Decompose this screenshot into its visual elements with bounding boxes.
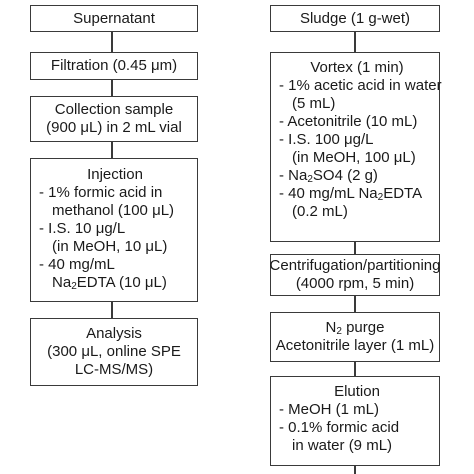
vortex-item-4 bbox=[279, 167, 435, 185]
purge-subline: Acetonitrile layer (1 mL) bbox=[275, 337, 435, 354]
sludge-box bbox=[270, 5, 440, 32]
purge-box bbox=[270, 312, 440, 362]
supernatant-box bbox=[30, 5, 198, 32]
analysis-line-3: LC-MS/MS) bbox=[74, 361, 154, 378]
edta-label: EDTA bbox=[383, 185, 423, 202]
edta-prefix: - 40 mg/mL Na bbox=[279, 185, 378, 202]
connector-collection-injection bbox=[111, 142, 113, 158]
subscript-2: 2 bbox=[71, 281, 77, 292]
analysis-line-2: (300 μL, online SPE bbox=[47, 343, 181, 360]
connector-injection-analysis bbox=[111, 302, 113, 318]
elution-box bbox=[270, 376, 440, 466]
vortex-box bbox=[270, 52, 440, 242]
collection-line-1: Collection sample bbox=[54, 101, 174, 118]
elution-item-2: - 0.1% formic acid bbox=[279, 419, 400, 436]
n-label: N bbox=[325, 319, 337, 336]
connector-elution-continue bbox=[354, 466, 356, 474]
connector-vortex-centrifugation bbox=[354, 242, 356, 254]
connector-sludge-vortex bbox=[354, 32, 356, 52]
vortex-item-2: - Acetonitrile (10 mL) bbox=[279, 113, 418, 130]
injection-item-3: - 40 mg/mL bbox=[39, 256, 115, 273]
connector-purge-elution bbox=[354, 362, 356, 376]
elution-item-1: - MeOH (1 mL) bbox=[279, 401, 380, 418]
collection-box bbox=[30, 96, 198, 142]
purge-title bbox=[326, 319, 385, 337]
centrifugation-line-1: Centrifugation/partitioning bbox=[269, 257, 441, 274]
injection-item-2: - I.S. 10 μg/L bbox=[39, 220, 126, 237]
vortex-item-5 bbox=[279, 185, 435, 203]
centrifugation-line-2: (4000 rpm, 5 min) bbox=[295, 275, 415, 292]
vortex-item-5-cont: (0.2 mL) bbox=[292, 203, 348, 220]
vortex-title: Vortex (1 min) bbox=[310, 59, 404, 76]
subscript-2: 2 bbox=[377, 192, 384, 203]
subscript-2: 2 bbox=[336, 326, 342, 337]
analysis-line-1: Analysis bbox=[86, 325, 142, 342]
connector-filtration-collection bbox=[111, 80, 113, 96]
analysis-box bbox=[30, 318, 198, 386]
subscript-2: 2 bbox=[307, 174, 313, 185]
supernatant-label: Supernatant bbox=[73, 9, 155, 27]
na-label: - Na bbox=[279, 167, 308, 184]
collection-line-2: (900 μL) in 2 mL vial bbox=[46, 119, 182, 136]
connector-supernatant-filtration bbox=[111, 32, 113, 52]
injection-title: Injection bbox=[87, 166, 143, 183]
vortex-item-1-cont: (5 mL) bbox=[292, 95, 336, 112]
centrifugation-box bbox=[270, 254, 440, 296]
vortex-item-3: - I.S. 100 μg/L bbox=[279, 131, 374, 148]
elution-item-2-cont: in water (9 mL) bbox=[292, 437, 393, 454]
vortex-item-1: - 1% acetic acid in water bbox=[279, 77, 442, 94]
injection-item-3-cont bbox=[39, 274, 191, 292]
connector-centrifugation-purge bbox=[354, 296, 356, 312]
filtration-box bbox=[30, 52, 198, 80]
injection-item-2-cont: (in MeOH, 10 μL) bbox=[52, 238, 168, 255]
na-label: Na bbox=[52, 274, 72, 291]
purge-label: purge bbox=[341, 319, 385, 336]
injection-item-1: - 1% formic acid in bbox=[39, 184, 163, 201]
vortex-item-3-cont: (in MeOH, 100 μL) bbox=[292, 149, 416, 166]
so4-label: SO4 (2 g) bbox=[312, 167, 378, 184]
filtration-label: Filtration (0.45 μm) bbox=[50, 57, 178, 74]
injection-item-1-cont: methanol (100 μL) bbox=[52, 202, 175, 219]
injection-box bbox=[30, 158, 198, 302]
sludge-label: Sludge (1 g-wet) bbox=[299, 9, 411, 27]
edta-label: EDTA (10 μL) bbox=[76, 274, 167, 291]
elution-title: Elution bbox=[334, 383, 380, 400]
